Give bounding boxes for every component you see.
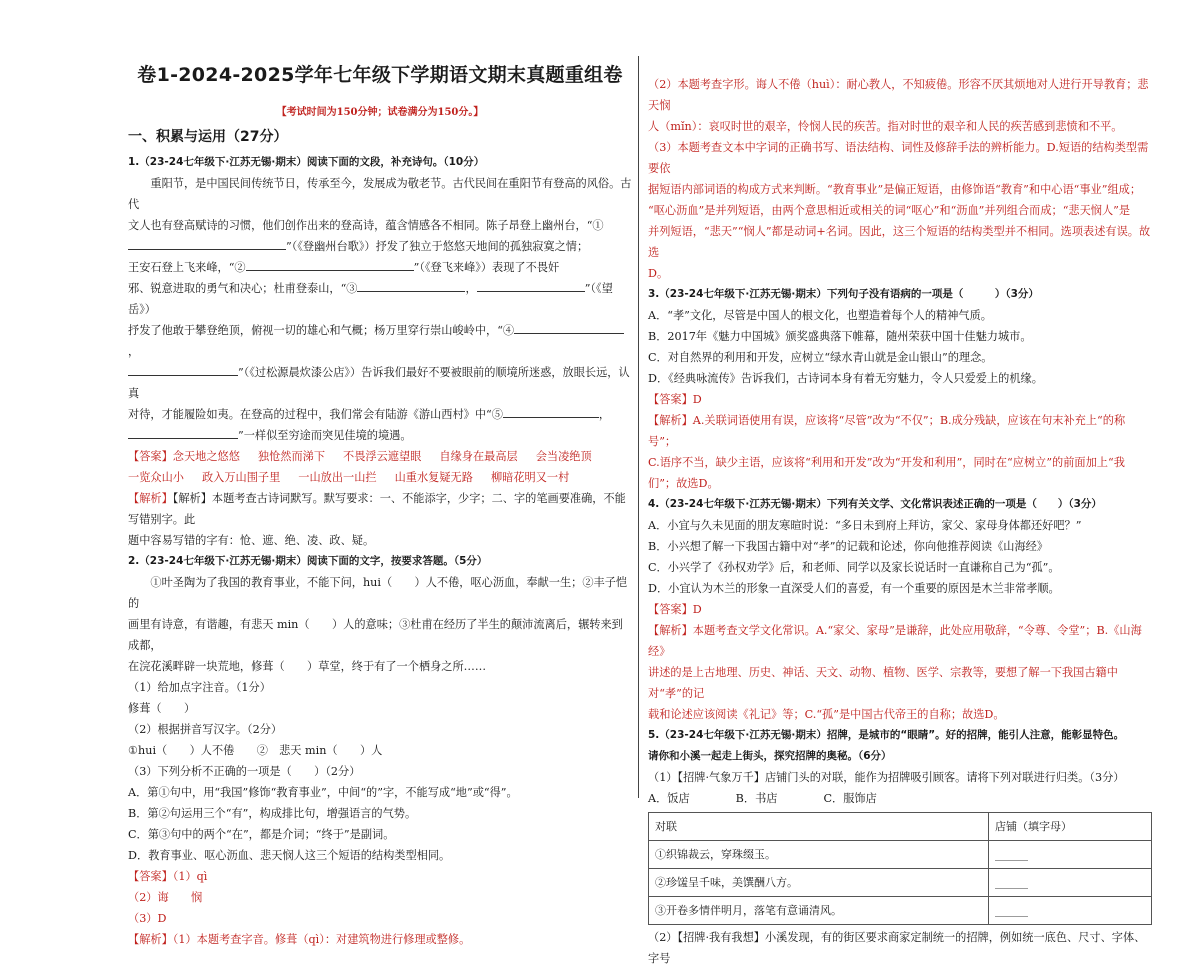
q1-line: ”一样似至穷途而突见佳境的境遇。 [128, 425, 632, 446]
q3-option-a: A．“孝”文化，尽管是中国人的根文化，也塑造着每个人的精神气质。 [648, 309, 992, 322]
q4-option-b: B．小兴想了解一下我国古籍中对“孝”的记载和论述，你向他推荐阅读《山海经》 [648, 540, 1049, 553]
left-column [128, 152, 632, 950]
question-1-head: 1.（23-24七年级下·江苏无锡·期末）阅读下面的文段，补充诗句。（10分） [128, 156, 485, 168]
q4-option-a: A．小宜与久未见面的朋友寒暄时说：“多日未到府上拜访，家父、家母身体都还好吧？” [648, 519, 1082, 532]
fill-blank[interactable] [514, 321, 624, 334]
q1-answer: 一览众山小 政入万山围子里 一山放出一山拦 山重水复疑无路 柳暗花明又一村 [128, 471, 570, 484]
q4-explanation: 载和论述应该阅读《礼记》等；C.“孤”是中国古代帝王的自称；故选D。 [648, 708, 1005, 721]
q1-line: 王安石登上飞来峰，“② ”（《登飞来峰》）表现了不畏奸 [128, 257, 632, 278]
q4-explanation: 讲述的是上古地理、历史、神话、天文、动物、植物、医学、宗教等，要想了解一下我国古籍中对“孝”的记 [648, 666, 1118, 700]
r-explanation: D。 [648, 267, 669, 280]
table-cell: ②珍馐呈千味，美馔酬八方。 [649, 869, 989, 897]
q2-sub: 修葺（ ） [128, 702, 196, 715]
page-title: 卷1-2024-2025学年七年级下学期语文期末真题重组卷 [137, 64, 623, 86]
question-3-head: 3.（23-24七年级下·江苏无锡·期末）下列句子没有语病的一项是（ ）（3分） [648, 288, 1039, 300]
q2-sub: ①hui（ ）人不倦 ② 悲天 min（ ）人 [128, 744, 383, 757]
answer-blank[interactable]: ______ [989, 897, 1152, 925]
fill-blank[interactable] [477, 279, 585, 292]
r-explanation: 人（mǐn）：哀叹时世的艰辛，怜悯人民的疾苦。指对时世的艰辛和人民的疾苦感到悲愤和不平。 [648, 120, 1123, 133]
q4-answer: 【答案】D [648, 603, 702, 616]
table-header: 店铺（填字母） [989, 813, 1152, 841]
table-row [649, 869, 1152, 897]
r-explanation: “呕心沥血”是并列短语，由两个意思相近或相关的词“呕心”和“沥血”并列组合而成；“悲天悯人”是 [648, 204, 1131, 217]
table-cell: ③开卷多情伴明月，落笔有意诵清风。 [649, 897, 989, 925]
q1-answer: 【答案】念天地之悠悠 独怆然而涕下 不畏浮云遮望眼 自缘身在最高层 会当凌绝顶 [128, 450, 592, 463]
q4-explanation: 【解析】本题考查文学文化常识。A.“家父、家母”是谦辞，此处应用敬辞，“令尊、令堂”；B.《山海经》 [648, 624, 1142, 658]
q1-line: 重阳节，是中国民间传统节日，传承至今，发展成为敬老节。古代民间在重阳节有登高的风俗。古代 [128, 177, 632, 211]
q2-line: 在浣花溪畔辟一块荒地，修葺（ ）草堂，终于有了一个栖身之所…… [128, 660, 487, 673]
answer-blank[interactable]: ______ [989, 869, 1152, 897]
q1-line: 邪、锐意进取的勇气和决心；杜甫登泰山，“③ ， ”（《望岳》） [128, 278, 632, 320]
q3-explanation: 【解析】A.关联词语使用有误，应该将“尽管”改为“不仅”；B.成分残缺，应该在句末补充上“的称号”； [648, 414, 1126, 448]
q2-sub: （3）下列分析不正确的一项是（ ）（2分） [128, 765, 361, 778]
table-header: 对联 [649, 813, 989, 841]
q2-option-c: C．第③句中的两个“在”，都是介词；“终于”是副词。 [128, 828, 395, 841]
q2-answer: （3）D [128, 912, 167, 925]
q2-option-b: B．第②句运用三个“有”，构成排比句，增强语言的气势。 [128, 807, 417, 820]
q1-explanation: 题中容易写错的字有：怆、遮、绝、凌、政、疑。 [128, 534, 375, 547]
r-explanation: （2）本题考查字形。诲人不倦（huì）：耐心教人，不知疲倦。形容不厌其烦地对人进行开导教育；悲天悯 [648, 78, 1149, 112]
q3-answer: 【答案】D [648, 393, 702, 406]
couplet-table [648, 812, 1152, 925]
column-divider [638, 56, 639, 798]
q3-option-d: D．《经典咏流传》告诉我们，古诗词本身有着无穷魅力，令人只爱爱上的机缘。 [648, 372, 1043, 385]
question-5-head: 请你和小溪一起走上街头，探究招牌的奥秘。（6分） [648, 750, 892, 762]
q5-sub: （2）【招牌·我有我想】小溪发现，有的街区要求商家定制统一的招牌，例如统一底色、尺寸、字体、字号 [648, 931, 1146, 965]
q2-line: ①叶圣陶为了我国的教育事业，不能下问，hui（ ）人不倦，呕心沥血，奉献一生；②丰子恺的 [128, 576, 628, 610]
q2-option-d: D．教育事业、呕心沥血、悲天悯人这三个短语的结构类型相同。 [128, 849, 451, 862]
exam-note: 【考试时间为150分钟；试卷满分为150分。】 [276, 107, 484, 118]
answer-blank[interactable]: ______ [989, 841, 1152, 869]
table-row [649, 897, 1152, 925]
q3-explanation: C.语序不当，缺少主语，应该将“利用和开发”改为“开发和利用”，同时在“应树立”的前面加上“我 [648, 456, 1125, 469]
q4-option-c: C．小兴学了《孙权劝学》后，和老师、同学以及家长说话时一直谦称自己为“孤”。 [648, 561, 1060, 574]
fill-blank[interactable] [128, 363, 238, 376]
q2-answer: （2）诲 悯 [128, 891, 203, 904]
question-4-head: 4.（23-24七年级下·江苏无锡·期末）下列有关文学、文化常识表述正确的一项是（ ）（3分） [648, 498, 1102, 510]
q2-explanation: 【解析】（1）本题考查字音。修葺（qì）：对建筑物进行修理或整修。 [128, 933, 471, 946]
table-cell: ①织锦裁云，穿珠缀玉。 [649, 841, 989, 869]
r-explanation: （3）本题考查文本中字词的正确书写、语法结构、词性及修辞手法的辨析能力。D.短语的结构类型需要依 [648, 141, 1149, 175]
q4-option-d: D．小宜认为木兰的形象一直深受人们的喜爱，有一个重要的原因是木兰非常孝顺。 [648, 582, 1060, 595]
q1-explanation: 【解析】【解析】本题考查古诗词默写。默写要求：一、不能添字，少字；二、字的笔画要准确，不能写错别字。此 [128, 492, 626, 526]
q3-explanation: 们”；故选D。 [648, 477, 719, 490]
q2-answer: 【答案】（1）qì [128, 870, 208, 883]
q1-line: 文人也有登高赋诗的习惯，他们创作出来的登高诗，蕴含情感各不相同。陈子昂登上幽州台，“① [128, 219, 604, 232]
q5-options: A．饭店 B．书店 C．服饰店 [648, 792, 877, 805]
q2-line: 画里有诗意，有谐趣，有悲天 min（ ）人的意味；③杜甫在经历了半生的颠沛流离后，辗转来到成都， [128, 618, 623, 652]
fill-blank[interactable] [128, 426, 238, 439]
question-5-head: 5.（23-24七年级下·江苏无锡·期末）招牌，是城市的“眼睛”。好的招牌，能引人注意，能彰显特色。 [648, 729, 1125, 741]
q2-sub: （1）给加点字注音。（1分） [128, 681, 271, 694]
fill-blank[interactable] [357, 279, 465, 292]
q5-sub: （1）【招牌·气象万千】店铺门头的对联，能作为招牌吸引顾客。请将下列对联进行归类。（3分） [648, 771, 1125, 784]
q3-option-b: B．2017年《魅力中国城》颁奖盛典落下帷幕，随州荣获中国十佳魅力城市。 [648, 330, 1032, 343]
fill-blank[interactable] [128, 237, 286, 250]
q2-option-a: A．第①句中，用“我国”修饰“教育事业”，中间“的”字，不能写成“地”或“得”。 [128, 786, 518, 799]
fill-blank[interactable] [503, 405, 599, 418]
right-column [648, 74, 1152, 969]
q2-sub: （2）根据拼音写汉字。（2分） [128, 723, 283, 736]
section-heading: 一、积累与运用（27分） [128, 129, 288, 145]
q1-line: ”（《过松源晨炊漆公店》）告诉我们最好不要被眼前的顺境所迷惑，放眼长远，认真 [128, 362, 632, 404]
q3-option-c: C．对自然界的利用和开发，应树立“绿水青山就是金山银山”的理念。 [648, 351, 993, 364]
r-explanation: 并列短语，“悲天”“悯人”都是动词+名词。因此，这三个短语的结构类型并不相同。选项表述有误。故选 [648, 225, 1151, 259]
q1-line: ”（《登幽州台歌》）抒发了独立于悠悠天地间的孤独寂寞之情； [128, 236, 632, 257]
fill-blank[interactable] [246, 258, 414, 271]
q1-line: 对待，才能履险如夷。在登高的过程中，我们常会有陆游《游山西村》中“⑤ ， [128, 404, 632, 425]
table-row [649, 841, 1152, 869]
q1-line: 抒发了他敢于攀登绝顶，俯视一切的雄心和气概；杨万里穿行崇山峻岭中，“④， [128, 320, 632, 362]
question-2-head: 2.（23-24七年级下·江苏无锡·期末）阅读下面的文字，按要求答题。（5分） [128, 555, 488, 567]
r-explanation: 据短语内部词语的构成方式来判断。“教育事业”是偏正短语，由修饰语“教育”和中心语“事业”组成； [648, 183, 1142, 196]
table-header-row [649, 813, 1152, 841]
